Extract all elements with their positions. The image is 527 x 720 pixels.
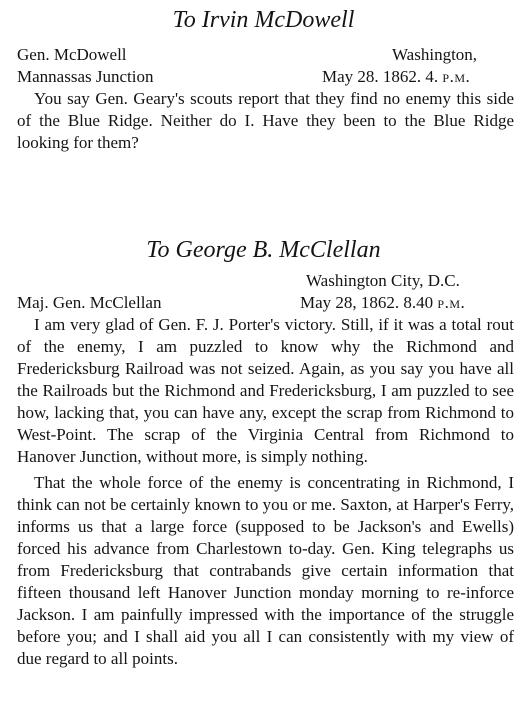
paragraph-text: You say Gen. Geary's scouts report that they find no enemy this side of the Blue Ridge. Neither do I. Have they been to the Blue Ridge looking for them? <box>17 89 514 152</box>
header-row-2 <box>0 292 527 314</box>
header-row-2 <box>0 66 527 88</box>
paragraph-text: I am very glad of Gen. F. J. Porter's victory. Still, if it was a total rout of the enemy, I am puzzled to know why the Richmond and Fredericksburg Railroad was not seized. Again, as you say you have all the Railroads but the Richmond and Fredericksburg, I am puzzled to see how, lacking that, you can have any, except the scrap from Richmond to West-Point. The scrap of the Virginia Central from Richmond to Hanover Junction, without more, is simply nothing. <box>17 315 514 466</box>
header-row-1 <box>0 270 527 292</box>
letter-to-mcclellan <box>0 236 527 670</box>
paragraph <box>17 88 514 154</box>
recipient-name: Maj. Gen. McClellan <box>17 293 162 312</box>
time-suffix: p.m. <box>437 293 466 312</box>
date: May 28, 1862. 8.40 <box>300 293 434 312</box>
recipient-name: Gen. McDowell <box>17 45 127 64</box>
header-row-1 <box>0 44 527 66</box>
letter-body <box>17 88 514 154</box>
letter-title: To Irvin McDowell <box>172 7 355 33</box>
letter-title: To George B. McClellan <box>146 237 381 263</box>
letter-body <box>17 314 514 670</box>
paragraph <box>17 314 514 468</box>
dateline <box>322 66 470 88</box>
place: Washington City, D.C. <box>306 271 460 290</box>
date: May 28. 1862. 4. <box>322 67 439 86</box>
dateline <box>300 292 465 314</box>
paragraph-text: That the whole force of the enemy is concentrating in Richmond, I think can not be certainly known to you or me. Saxton, at Harper's Ferry, informs us that a large force (supposed to be Jackson's and Ewells) forced his advance from Charlestown to-day. Gen. King telegraphs us from Fredericksburg that contrabands give certain information that fifteen thousand left Hanover Junction monday morning to re-inforce Jackson. I am painfully impressed with the importance of the struggle before you; and I shall aid you all I can consistently with my view of due regard to all points. <box>17 473 514 668</box>
place: Washington, <box>392 45 478 64</box>
letter-to-mcdowell <box>0 6 527 154</box>
time-suffix: p.m. <box>442 67 471 86</box>
recipient-location: Mannassas Junction <box>17 67 154 86</box>
paragraph <box>17 472 514 670</box>
